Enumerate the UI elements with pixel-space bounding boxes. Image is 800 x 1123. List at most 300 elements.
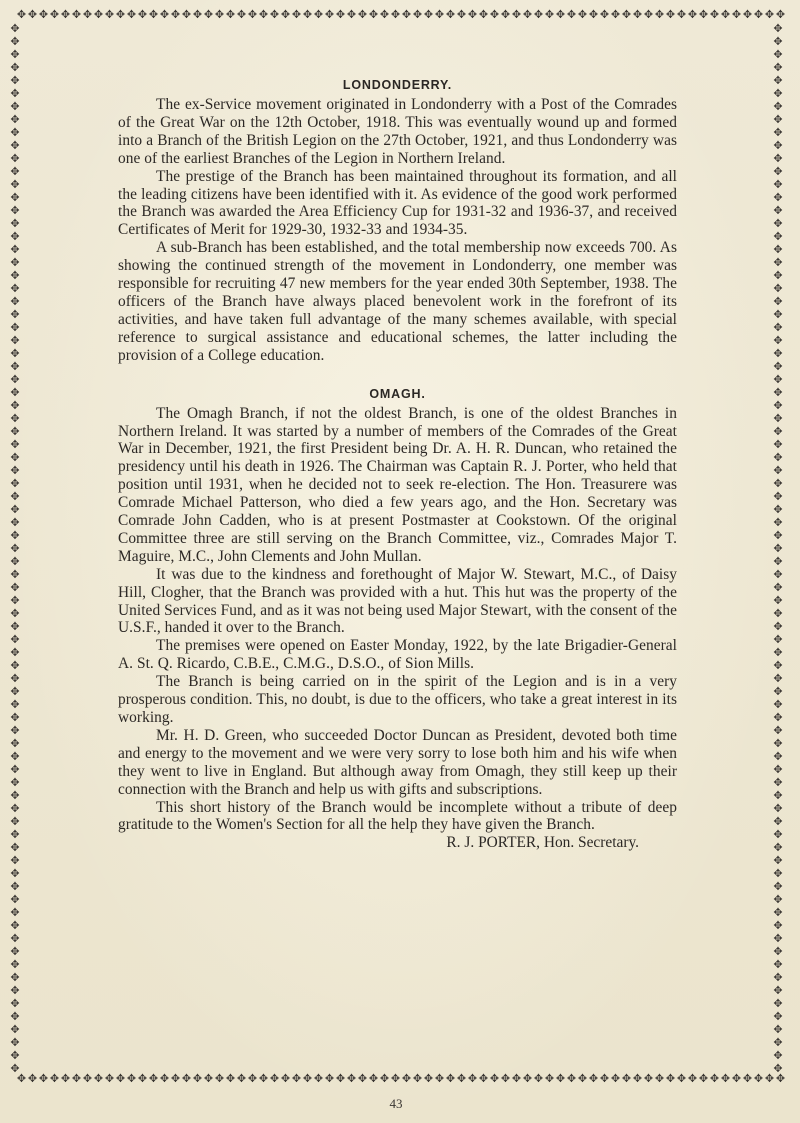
- border-ornament-icon: ✥: [302, 1072, 313, 1085]
- border-ornament-icon: ✥: [10, 906, 20, 919]
- border-ornament-icon: ✥: [773, 87, 783, 100]
- border-ornament-icon: ✥: [192, 1072, 203, 1085]
- paragraph: The Omagh Branch, if not the oldest Branch, is one of the oldest Branches in Northern Ireland. It was started by a number of members of the Comrades of the Great War in December, 1921, the first President being Dr. A. H. R. Duncan, who retained the presidency until his death in 1926. The Chairman was Captain R. J. Porter, who held that position until 1931, when he decided not to seek re-election. The Hon. Treasurere was Comrade Michael Patterson, who died a few years ago, and the Hon. Secretary was Comrade John Cadden, who is at present Postmaster at Cookstown. Of the original Committee three are still serving on the Branch Committee, viz., Comrades Major T. Maguire, M.C., John Clements and John Mullan.: [118, 404, 677, 565]
- border-ornament-icon: ✥: [10, 867, 20, 880]
- border-ornament-icon: ✥: [115, 1072, 126, 1085]
- border-ornament-icon: ✥: [10, 282, 20, 295]
- border-ornament-icon: ✥: [203, 8, 214, 21]
- border-ornament-icon: ✥: [577, 8, 588, 21]
- border-ornament-icon: ✥: [49, 1072, 60, 1085]
- border-ornament-icon: ✥: [324, 8, 335, 21]
- border-ornament-icon: ✥: [10, 35, 20, 48]
- border-ornament-icon: ✥: [10, 61, 20, 74]
- border-ornament-icon: ✥: [412, 1072, 423, 1085]
- paragraph: The ex-Service movement originated in Londonderry with a Post of the Comrades of the Great War on the 12th October, 1918. This was eventually wound up and formed into a Branch of the British Legion on the 27th October, 1921, and thus Londonderry was one of the earliest Branches of the Legion in Northern Ireland.: [118, 96, 677, 167]
- border-ornament-icon: ✥: [773, 971, 783, 984]
- border-ornament-icon: ✥: [10, 152, 20, 165]
- border-ornament-icon: ✥: [27, 1072, 38, 1085]
- border-ornament-icon: ✥: [654, 8, 665, 21]
- border-ornament-icon: ✥: [181, 1072, 192, 1085]
- border-ornament-icon: ✥: [10, 659, 20, 672]
- border-ornament-icon: ✥: [773, 204, 783, 217]
- border-ornament-icon: ✥: [773, 217, 783, 230]
- border-ornament-icon: ✥: [544, 8, 555, 21]
- border-ornament-icon: ✥: [489, 8, 500, 21]
- border-ornament-icon: ✥: [773, 152, 783, 165]
- border-ornament-icon: ✥: [773, 126, 783, 139]
- border-ornament-icon: ✥: [10, 945, 20, 958]
- section-heading: OMAGH.: [369, 386, 426, 401]
- border-ornament-icon: ✥: [38, 8, 49, 21]
- border-ornament-icon: ✥: [621, 1072, 632, 1085]
- border-ornament-icon: ✥: [665, 1072, 676, 1085]
- border-ornament-icon: ✥: [10, 165, 20, 178]
- border-ornament-icon: ✥: [773, 269, 783, 282]
- section-heading: LONDONDERRY.: [342, 78, 453, 92]
- border-ornament-icon: ✥: [10, 334, 20, 347]
- border-ornament-icon: ✥: [773, 113, 783, 126]
- ornamental-border-bottom: [16, 1072, 786, 1086]
- border-ornament-icon: ✥: [10, 139, 20, 152]
- border-ornament-icon: ✥: [10, 1023, 20, 1036]
- border-ornament-icon: ✥: [544, 1072, 555, 1085]
- border-ornament-icon: ✥: [10, 412, 20, 425]
- border-ornament-icon: ✥: [434, 1072, 445, 1085]
- border-ornament-icon: ✥: [10, 958, 20, 971]
- border-ornament-icon: ✥: [773, 815, 783, 828]
- border-ornament-icon: ✥: [379, 1072, 390, 1085]
- border-ornament-icon: ✥: [500, 1072, 511, 1085]
- border-ornament-icon: ✥: [599, 1072, 610, 1085]
- border-ornament-icon: ✥: [82, 8, 93, 21]
- border-ornament-icon: ✥: [225, 1072, 236, 1085]
- border-ornament-icon: ✥: [555, 8, 566, 21]
- border-ornament-icon: ✥: [566, 8, 577, 21]
- border-ornament-icon: ✥: [445, 8, 456, 21]
- border-ornament-icon: ✥: [632, 1072, 643, 1085]
- border-ornament-icon: ✥: [10, 685, 20, 698]
- border-ornament-icon: ✥: [610, 8, 621, 21]
- border-ornament-icon: ✥: [643, 1072, 654, 1085]
- paragraph: The Branch is being carried on in the spirit of the Legion and is in a very prosperous condition. This, no doubt, is due to the officers, who take a great interest in its working.: [118, 673, 677, 726]
- ornamental-border-left: [9, 22, 23, 1074]
- border-ornament-icon: ✥: [773, 48, 783, 61]
- border-ornament-icon: ✥: [773, 178, 783, 191]
- border-ornament-icon: ✥: [137, 8, 148, 21]
- border-ornament-icon: ✥: [10, 100, 20, 113]
- border-ornament-icon: ✥: [773, 828, 783, 841]
- border-ornament-icon: ✥: [170, 8, 181, 21]
- signature: R. J. PORTER, Hon. Secretary.: [446, 834, 639, 852]
- border-ornament-icon: ✥: [71, 8, 82, 21]
- border-ornament-icon: ✥: [773, 958, 783, 971]
- border-ornament-icon: ✥: [588, 8, 599, 21]
- border-ornament-icon: ✥: [10, 971, 20, 984]
- border-ornament-icon: ✥: [82, 1072, 93, 1085]
- border-ornament-icon: ✥: [773, 386, 783, 399]
- border-ornament-icon: ✥: [10, 542, 20, 555]
- border-ornament-icon: ✥: [335, 1072, 346, 1085]
- border-ornament-icon: ✥: [10, 308, 20, 321]
- border-ornament-icon: ✥: [773, 35, 783, 48]
- border-ornament-icon: ✥: [10, 984, 20, 997]
- border-ornament-icon: ✥: [10, 568, 20, 581]
- paragraph: It was due to the kindness and forethought of Major W. Stewart, M.C., of Daisy Hill, Clogher, that the Branch was provided with a hut. This hut was the property of the United Services Fund, and as it was not being used Major Stewart, with the consent of the U.S.F., handed it over to the Branch.: [118, 565, 677, 637]
- border-ornament-icon: ✥: [10, 360, 20, 373]
- border-ornament-icon: ✥: [368, 1072, 379, 1085]
- border-ornament-icon: ✥: [10, 581, 20, 594]
- border-ornament-icon: ✥: [10, 789, 20, 802]
- border-ornament-icon: ✥: [10, 607, 20, 620]
- border-ornament-icon: ✥: [698, 8, 709, 21]
- border-ornament-icon: ✥: [214, 1072, 225, 1085]
- border-ornament-icon: ✥: [10, 802, 20, 815]
- border-ornament-icon: ✥: [720, 8, 731, 21]
- border-ornament-icon: ✥: [10, 672, 20, 685]
- border-ornament-icon: ✥: [60, 8, 71, 21]
- border-ornament-icon: ✥: [10, 321, 20, 334]
- border-ornament-icon: ✥: [236, 1072, 247, 1085]
- border-ornament-icon: ✥: [16, 8, 27, 21]
- border-ornament-icon: ✥: [665, 8, 676, 21]
- ornamental-border-right: [772, 22, 786, 1074]
- border-ornament-icon: ✥: [313, 8, 324, 21]
- border-ornament-icon: ✥: [555, 1072, 566, 1085]
- border-ornament-icon: ✥: [775, 1072, 786, 1085]
- border-ornament-icon: ✥: [742, 8, 753, 21]
- border-ornament-icon: ✥: [773, 594, 783, 607]
- page-number: 43: [389, 1096, 403, 1111]
- border-ornament-icon: ✥: [773, 880, 783, 893]
- border-ornament-icon: ✥: [236, 8, 247, 21]
- border-ornament-icon: ✥: [148, 8, 159, 21]
- border-ornament-icon: ✥: [533, 1072, 544, 1085]
- border-ornament-icon: ✥: [445, 1072, 456, 1085]
- border-ornament-icon: ✥: [357, 8, 368, 21]
- border-ornament-icon: ✥: [126, 1072, 137, 1085]
- border-ornament-icon: ✥: [10, 854, 20, 867]
- border-ornament-icon: ✥: [10, 594, 20, 607]
- border-ornament-icon: ✥: [773, 945, 783, 958]
- border-ornament-icon: ✥: [773, 854, 783, 867]
- border-ornament-icon: ✥: [764, 1072, 775, 1085]
- border-ornament-icon: ✥: [773, 1010, 783, 1023]
- border-ornament-icon: ✥: [773, 932, 783, 945]
- border-ornament-icon: ✥: [773, 659, 783, 672]
- border-ornament-icon: ✥: [588, 1072, 599, 1085]
- border-ornament-icon: ✥: [773, 399, 783, 412]
- border-ornament-icon: ✥: [10, 1010, 20, 1023]
- border-ornament-icon: ✥: [773, 282, 783, 295]
- border-ornament-icon: ✥: [225, 8, 236, 21]
- border-ornament-icon: ✥: [390, 1072, 401, 1085]
- paragraph: The premises were opened on Easter Monday, 1922, by the late Brigadier-General A. St. Q. Ricardo, C.B.E., C.M.G., D.S.O., of Sion Mills.: [118, 637, 677, 673]
- border-ornament-icon: ✥: [753, 8, 764, 21]
- border-ornament-icon: ✥: [412, 8, 423, 21]
- border-ornament-icon: ✥: [423, 8, 434, 21]
- border-ornament-icon: ✥: [489, 1072, 500, 1085]
- border-ornament-icon: ✥: [10, 516, 20, 529]
- border-ornament-icon: ✥: [773, 789, 783, 802]
- border-ornament-icon: ✥: [773, 581, 783, 594]
- border-ornament-icon: ✥: [773, 1062, 783, 1075]
- border-ornament-icon: ✥: [104, 8, 115, 21]
- border-ornament-icon: ✥: [10, 126, 20, 139]
- border-ornament-icon: ✥: [698, 1072, 709, 1085]
- border-ornament-icon: ✥: [258, 8, 269, 21]
- border-ornament-icon: ✥: [401, 1072, 412, 1085]
- border-ornament-icon: ✥: [522, 1072, 533, 1085]
- border-ornament-icon: ✥: [368, 8, 379, 21]
- border-ornament-icon: ✥: [773, 711, 783, 724]
- border-ornament-icon: ✥: [773, 568, 783, 581]
- border-ornament-icon: ✥: [93, 8, 104, 21]
- border-ornament-icon: ✥: [773, 295, 783, 308]
- border-ornament-icon: ✥: [773, 685, 783, 698]
- border-ornament-icon: ✥: [10, 217, 20, 230]
- border-ornament-icon: ✥: [773, 529, 783, 542]
- ornamental-border-top: [16, 8, 786, 22]
- border-ornament-icon: ✥: [10, 815, 20, 828]
- border-ornament-icon: ✥: [773, 1023, 783, 1036]
- border-ornament-icon: ✥: [773, 451, 783, 464]
- border-ornament-icon: ✥: [10, 841, 20, 854]
- border-ornament-icon: ✥: [10, 711, 20, 724]
- border-ornament-icon: ✥: [10, 698, 20, 711]
- border-ornament-icon: ✥: [577, 1072, 588, 1085]
- border-ornament-icon: ✥: [10, 646, 20, 659]
- border-ornament-icon: ✥: [247, 8, 258, 21]
- section-londonderry: [118, 74, 677, 365]
- border-ornament-icon: ✥: [10, 399, 20, 412]
- border-ornament-icon: ✥: [27, 8, 38, 21]
- border-ornament-icon: ✥: [773, 256, 783, 269]
- border-ornament-icon: ✥: [10, 425, 20, 438]
- border-ornament-icon: ✥: [709, 1072, 720, 1085]
- border-ornament-icon: ✥: [773, 919, 783, 932]
- border-ornament-icon: ✥: [676, 8, 687, 21]
- border-ornament-icon: ✥: [10, 1049, 20, 1062]
- border-ornament-icon: ✥: [137, 1072, 148, 1085]
- border-ornament-icon: ✥: [10, 932, 20, 945]
- border-ornament-icon: ✥: [181, 8, 192, 21]
- border-ornament-icon: ✥: [773, 841, 783, 854]
- border-ornament-icon: ✥: [10, 880, 20, 893]
- border-ornament-icon: ✥: [773, 321, 783, 334]
- border-ornament-icon: ✥: [10, 113, 20, 126]
- border-ornament-icon: ✥: [10, 1062, 20, 1075]
- border-ornament-icon: ✥: [773, 22, 783, 35]
- border-ornament-icon: ✥: [773, 724, 783, 737]
- border-ornament-icon: ✥: [676, 1072, 687, 1085]
- border-ornament-icon: ✥: [115, 8, 126, 21]
- border-ornament-icon: ✥: [379, 8, 390, 21]
- border-ornament-icon: ✥: [10, 919, 20, 932]
- border-ornament-icon: ✥: [773, 516, 783, 529]
- border-ornament-icon: ✥: [773, 555, 783, 568]
- border-ornament-icon: ✥: [764, 8, 775, 21]
- border-ornament-icon: ✥: [10, 737, 20, 750]
- border-ornament-icon: ✥: [773, 698, 783, 711]
- border-ornament-icon: ✥: [773, 893, 783, 906]
- paragraph: The prestige of the Branch has been maintained throughout its formation, and all the leading citizens have been identified with it. As evidence of the good work performed the Branch was awarded the Area Efficiency Cup for 1931-32 and 1936-37, and received Certificates of Merit for 1929-30, 1932-33 and 1934-35.: [118, 167, 677, 239]
- border-ornament-icon: ✥: [203, 1072, 214, 1085]
- border-ornament-icon: ✥: [269, 8, 280, 21]
- border-ornament-icon: ✥: [773, 750, 783, 763]
- border-ornament-icon: ✥: [720, 1072, 731, 1085]
- border-ornament-icon: ✥: [773, 360, 783, 373]
- border-ornament-icon: ✥: [280, 1072, 291, 1085]
- border-ornament-icon: ✥: [10, 243, 20, 256]
- border-ornament-icon: ✥: [159, 1072, 170, 1085]
- border-ornament-icon: ✥: [773, 100, 783, 113]
- border-ornament-icon: ✥: [258, 1072, 269, 1085]
- border-ornament-icon: ✥: [773, 503, 783, 516]
- article-body: [118, 74, 677, 852]
- paragraph: This short history of the Branch would be incomplete without a tribute of deep gratitude to the Women's Section for all the help they have given the Branch.: [118, 798, 677, 834]
- border-ornament-icon: ✥: [566, 1072, 577, 1085]
- border-ornament-icon: ✥: [773, 347, 783, 360]
- border-ornament-icon: ✥: [170, 1072, 181, 1085]
- paragraph: A sub-Branch has been established, and the total membership now exceeds 700. As showing the continued strength of the movement in Londonderry, one member was responsible for recruiting 47 new members for the year ended 30th September, 1938. The officers of the Branch have always placed benevolent work in the forefront of its activities, and have taken full advantage of the many schemes available, with special reference to surgical assistance and educational schemes, the latter including the provision of a College education.: [118, 239, 677, 364]
- border-ornament-icon: ✥: [773, 438, 783, 451]
- border-ornament-icon: ✥: [346, 1072, 357, 1085]
- border-ornament-icon: ✥: [401, 8, 412, 21]
- border-ornament-icon: ✥: [10, 776, 20, 789]
- section-omagh: [118, 383, 677, 853]
- border-ornament-icon: ✥: [773, 61, 783, 74]
- border-ornament-icon: ✥: [434, 8, 445, 21]
- border-ornament-icon: ✥: [159, 8, 170, 21]
- border-ornament-icon: ✥: [632, 8, 643, 21]
- border-ornament-icon: ✥: [104, 1072, 115, 1085]
- border-ornament-icon: ✥: [10, 490, 20, 503]
- border-ornament-icon: ✥: [10, 997, 20, 1010]
- border-ornament-icon: ✥: [773, 737, 783, 750]
- border-ornament-icon: ✥: [10, 386, 20, 399]
- border-ornament-icon: ✥: [10, 1036, 20, 1049]
- border-ornament-icon: ✥: [731, 1072, 742, 1085]
- border-ornament-icon: ✥: [773, 490, 783, 503]
- border-ornament-icon: ✥: [456, 8, 467, 21]
- border-ornament-icon: ✥: [60, 1072, 71, 1085]
- border-ornament-icon: ✥: [478, 1072, 489, 1085]
- border-ornament-icon: ✥: [773, 139, 783, 152]
- border-ornament-icon: ✥: [773, 802, 783, 815]
- border-ornament-icon: ✥: [773, 412, 783, 425]
- border-ornament-icon: ✥: [773, 373, 783, 386]
- border-ornament-icon: ✥: [610, 1072, 621, 1085]
- border-ornament-icon: ✥: [10, 74, 20, 87]
- border-ornament-icon: ✥: [511, 8, 522, 21]
- border-ornament-icon: ✥: [773, 776, 783, 789]
- border-ornament-icon: ✥: [16, 1072, 27, 1085]
- border-ornament-icon: ✥: [773, 620, 783, 633]
- border-ornament-icon: ✥: [10, 22, 20, 35]
- border-ornament-icon: ✥: [687, 1072, 698, 1085]
- border-ornament-icon: ✥: [773, 906, 783, 919]
- border-ornament-icon: ✥: [10, 373, 20, 386]
- border-ornament-icon: ✥: [10, 178, 20, 191]
- border-ornament-icon: ✥: [10, 438, 20, 451]
- border-ornament-icon: ✥: [10, 750, 20, 763]
- border-ornament-icon: ✥: [773, 633, 783, 646]
- border-ornament-icon: ✥: [654, 1072, 665, 1085]
- border-ornament-icon: ✥: [10, 633, 20, 646]
- border-ornament-icon: ✥: [478, 8, 489, 21]
- border-ornament-icon: ✥: [773, 867, 783, 880]
- border-ornament-icon: ✥: [687, 8, 698, 21]
- border-ornament-icon: ✥: [10, 893, 20, 906]
- border-ornament-icon: ✥: [773, 74, 783, 87]
- border-ornament-icon: ✥: [467, 1072, 478, 1085]
- border-ornament-icon: ✥: [621, 8, 632, 21]
- border-ornament-icon: ✥: [10, 295, 20, 308]
- border-ornament-icon: ✥: [773, 308, 783, 321]
- border-ornament-icon: ✥: [10, 191, 20, 204]
- border-ornament-icon: ✥: [93, 1072, 104, 1085]
- border-ornament-icon: ✥: [773, 334, 783, 347]
- border-ornament-icon: ✥: [773, 464, 783, 477]
- border-ornament-icon: ✥: [49, 8, 60, 21]
- border-ornament-icon: ✥: [10, 464, 20, 477]
- border-ornament-icon: ✥: [775, 8, 786, 21]
- border-ornament-icon: ✥: [773, 243, 783, 256]
- border-ornament-icon: ✥: [599, 8, 610, 21]
- border-ornament-icon: ✥: [302, 8, 313, 21]
- border-ornament-icon: ✥: [269, 1072, 280, 1085]
- border-ornament-icon: ✥: [456, 1072, 467, 1085]
- paragraph: Mr. H. D. Green, who succeeded Doctor Duncan as President, devoted both time and energy to the movement and we were very sorry to lose both him and his wife when they went to live in England. But although away from Omagh, they still keep up their connection with the Branch and help us with gifts and subscriptions.: [118, 726, 677, 798]
- border-ornament-icon: ✥: [742, 1072, 753, 1085]
- border-ornament-icon: ✥: [357, 1072, 368, 1085]
- border-ornament-icon: ✥: [533, 8, 544, 21]
- border-ornament-icon: ✥: [192, 8, 203, 21]
- border-ornament-icon: ✥: [10, 503, 20, 516]
- border-ornament-icon: ✥: [126, 8, 137, 21]
- border-ornament-icon: ✥: [773, 1036, 783, 1049]
- border-ornament-icon: ✥: [291, 8, 302, 21]
- border-ornament-icon: ✥: [773, 542, 783, 555]
- border-ornament-icon: ✥: [500, 8, 511, 21]
- border-ornament-icon: ✥: [773, 191, 783, 204]
- border-ornament-icon: ✥: [773, 984, 783, 997]
- border-ornament-icon: ✥: [773, 672, 783, 685]
- border-ornament-icon: ✥: [731, 8, 742, 21]
- border-ornament-icon: ✥: [522, 8, 533, 21]
- border-ornament-icon: ✥: [10, 269, 20, 282]
- border-ornament-icon: ✥: [773, 425, 783, 438]
- border-ornament-icon: ✥: [10, 230, 20, 243]
- border-ornament-icon: ✥: [423, 1072, 434, 1085]
- border-ornament-icon: ✥: [467, 8, 478, 21]
- border-ornament-icon: ✥: [10, 724, 20, 737]
- border-ornament-icon: ✥: [10, 828, 20, 841]
- border-ornament-icon: ✥: [511, 1072, 522, 1085]
- border-ornament-icon: ✥: [313, 1072, 324, 1085]
- border-ornament-icon: ✥: [10, 529, 20, 542]
- border-ornament-icon: ✥: [10, 477, 20, 490]
- border-ornament-icon: ✥: [773, 230, 783, 243]
- border-ornament-icon: ✥: [10, 204, 20, 217]
- border-ornament-icon: ✥: [10, 347, 20, 360]
- border-ornament-icon: ✥: [346, 8, 357, 21]
- border-ornament-icon: ✥: [10, 256, 20, 269]
- border-ornament-icon: ✥: [10, 87, 20, 100]
- border-ornament-icon: ✥: [773, 165, 783, 178]
- border-ornament-icon: ✥: [643, 8, 654, 21]
- border-ornament-icon: ✥: [291, 1072, 302, 1085]
